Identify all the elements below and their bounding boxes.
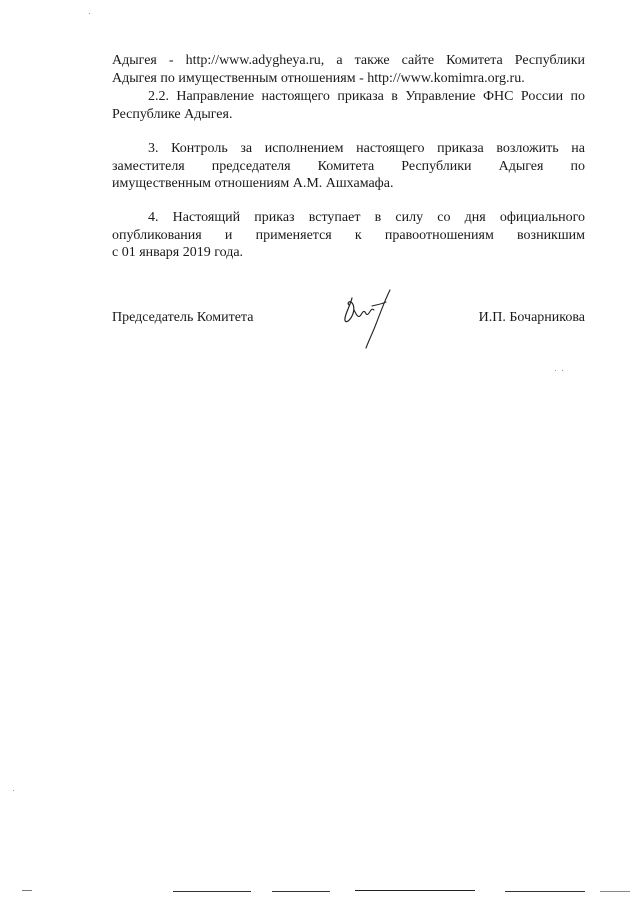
handwritten-signature [338,288,398,350]
scan-edge-line [505,891,585,892]
signatory-title: Председатель Комитета [112,310,254,325]
text-line: имущественным отношениям А.М. Ашхамафа. [112,176,394,191]
paragraph-3 [112,140,585,193]
text-line: Адыгея по имущественным отношениям - http://www.komimra.org.ru. [112,70,525,86]
text-line: 3. Контроль за исполнением настоящего приказа возложить на [148,141,585,156]
scan-speck [89,13,90,14]
signatory-name: И.П. Бочарникова [478,310,585,325]
text-line: 2.2. Направление настоящего приказа в Управление ФНС России по [148,89,585,104]
scan-edge-line [272,891,330,892]
scan-edge-line [355,890,475,891]
text-line: с 01 января 2019 года. [112,245,244,260]
text-line: заместителя председателя Комитета Республики Адыгея по [112,158,585,174]
scan-speck [555,370,556,371]
scan-speck [562,370,563,371]
signature-row [112,310,585,350]
scan-edge-line [22,890,32,891]
paragraph-4 [112,209,585,262]
scan-edge-line [173,891,251,892]
text-line: опубликования и применяется к правоотношениям возникшим [112,227,585,243]
paragraph-continuation [112,52,585,87]
text-line: Республике Адыгея. [112,106,233,122]
paragraph-2-2 [112,88,585,123]
scan-edge-line [600,891,630,892]
text-line: Адыгея - http://www.adygheya.ru, а также сайте Комитета Республики [112,53,585,68]
scan-speck [13,790,14,791]
text-line: 4. Настоящий приказ вступает в силу со дня официального [148,210,585,225]
